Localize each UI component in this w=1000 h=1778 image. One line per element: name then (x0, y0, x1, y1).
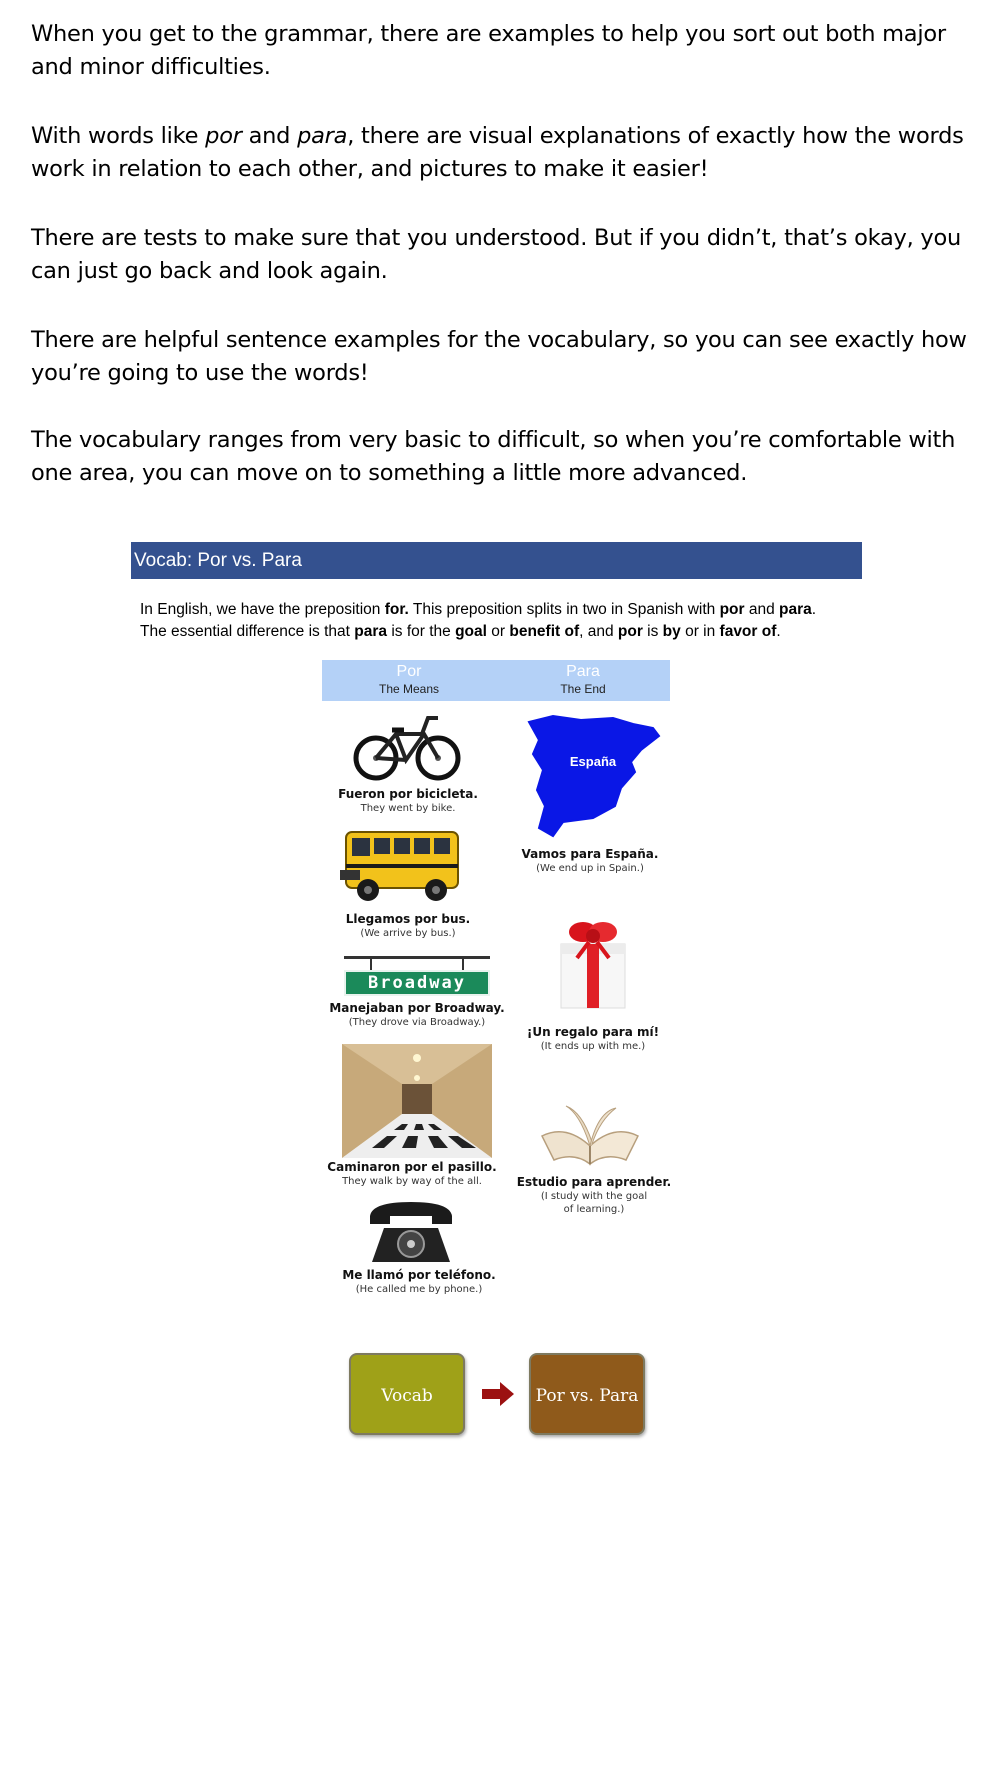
intro-bold: por (719, 601, 745, 618)
right-arrow-icon (480, 1381, 516, 1407)
street-sign-icon (344, 952, 490, 998)
para-column-header (496, 660, 670, 701)
intro-text: or in (680, 623, 720, 640)
intro-line-1 (140, 599, 880, 621)
intro-text: and (744, 601, 780, 618)
example-translation: They went by bike. (360, 803, 456, 814)
paragraph-tests: There are tests to make sure that you understood. But if you didn’t, that’s okay, you can just go back and look again. (31, 225, 961, 284)
por-example-4 (312, 1160, 512, 1188)
example-translation: (We end up in Spain.) (536, 863, 644, 874)
example-sentence: Caminaron por el pasillo. (327, 1160, 497, 1174)
word-por: por (205, 123, 242, 149)
vocab-button[interactable]: Vocab (349, 1353, 465, 1435)
example-sentence: Fueron por bicicleta. (338, 787, 478, 801)
para-example-3 (494, 1175, 694, 1216)
example-translation: (I study with the goal (540, 1191, 648, 1202)
intro-bold: para (354, 623, 388, 640)
intro-bold: por (617, 623, 643, 640)
spain-label: España (569, 754, 617, 769)
paragraph-grammar: When you get to the grammar, there are examples to help you sort out both major and minor difficulties. (31, 21, 946, 80)
intro-bold: favor of (719, 623, 777, 640)
para-example-2 (493, 1025, 693, 1053)
intro-text: In English, we have the preposition (140, 601, 385, 618)
paragraph-sentence-examples: There are helpful sentence examples for the vocabulary, so you can see exactly how you’re going to use the words! (31, 327, 967, 386)
example-sentence: Estudio para aprender. (516, 1175, 672, 1189)
intro-text: . (776, 623, 781, 640)
intro-bold: for. (384, 601, 409, 618)
por-header-title: Por (396, 663, 422, 680)
example-sentence: Me llamó por teléfono. (342, 1268, 496, 1282)
paragraph-text: and (241, 123, 298, 149)
por-vs-para-button[interactable]: Por vs. Para (529, 1353, 645, 1435)
intro-text: This preposition splits in two in Spanish with (408, 601, 720, 618)
intro-bold: para (779, 601, 812, 618)
open-book-icon (536, 1102, 644, 1170)
intro-bold: goal (455, 623, 487, 640)
intro-bold: by (662, 623, 681, 640)
example-translation: (He called me by phone.) (355, 1284, 483, 1295)
example-translation: They walk by way of the all. (342, 1176, 482, 1187)
para-header-title: Para (566, 663, 600, 680)
por-column-header (322, 660, 496, 701)
intro-text: The essential difference is that (140, 623, 355, 640)
paragraph-por-para (31, 120, 971, 186)
paragraph-text: , there are visual explanations of exactly how the words work in relation to each other, and pictures to make it easier! (31, 123, 964, 182)
bicycle-icon (352, 708, 462, 784)
example-sentence: ¡Un regalo para mí! (526, 1025, 660, 1039)
example-sentence: Manejaban por Broadway. (329, 1001, 505, 1015)
spain-map-icon (523, 710, 663, 840)
intro-text: is (642, 623, 663, 640)
example-translation: of learning.) (563, 1204, 625, 1215)
para-example-1 (490, 847, 690, 875)
intro-text: . (811, 601, 817, 618)
intro-text: is for the (387, 623, 456, 640)
hallway-icon (342, 1044, 492, 1158)
por-example-1 (308, 787, 508, 815)
por-example-5 (319, 1268, 519, 1296)
intro-line-2 (140, 621, 880, 643)
word-para: para (297, 123, 348, 149)
example-translation: (It ends up with me.) (540, 1041, 646, 1052)
example-translation: (They drove via Broadway.) (348, 1017, 486, 1028)
telephone-icon (362, 1198, 460, 1268)
broadway-sign-text: Broadway (344, 970, 490, 996)
intro-text: , and (579, 623, 618, 640)
por-example-2 (308, 912, 508, 940)
example-sentence: Llegamos por bus. (345, 912, 471, 926)
por-example-3 (317, 1001, 517, 1029)
example-translation: (We arrive by bus.) (360, 928, 456, 939)
example-sentence: Vamos para España. (521, 847, 659, 861)
lesson-title-bar: Vocab: Por vs. Para (131, 542, 862, 579)
paragraph-vocabulary-range: The vocabulary ranges from very basic to difficult, so when you’re comfortable with one area, you can move on to something a little more advanced. (31, 427, 956, 486)
por-header-subtitle: The Means (378, 682, 440, 696)
intro-text: or (486, 623, 510, 640)
school-bus-icon (338, 824, 464, 908)
paragraph-text: With words like (31, 123, 206, 149)
intro-bold: benefit of (509, 623, 580, 640)
gift-icon (555, 914, 631, 1010)
para-header-subtitle: The End (560, 682, 606, 696)
